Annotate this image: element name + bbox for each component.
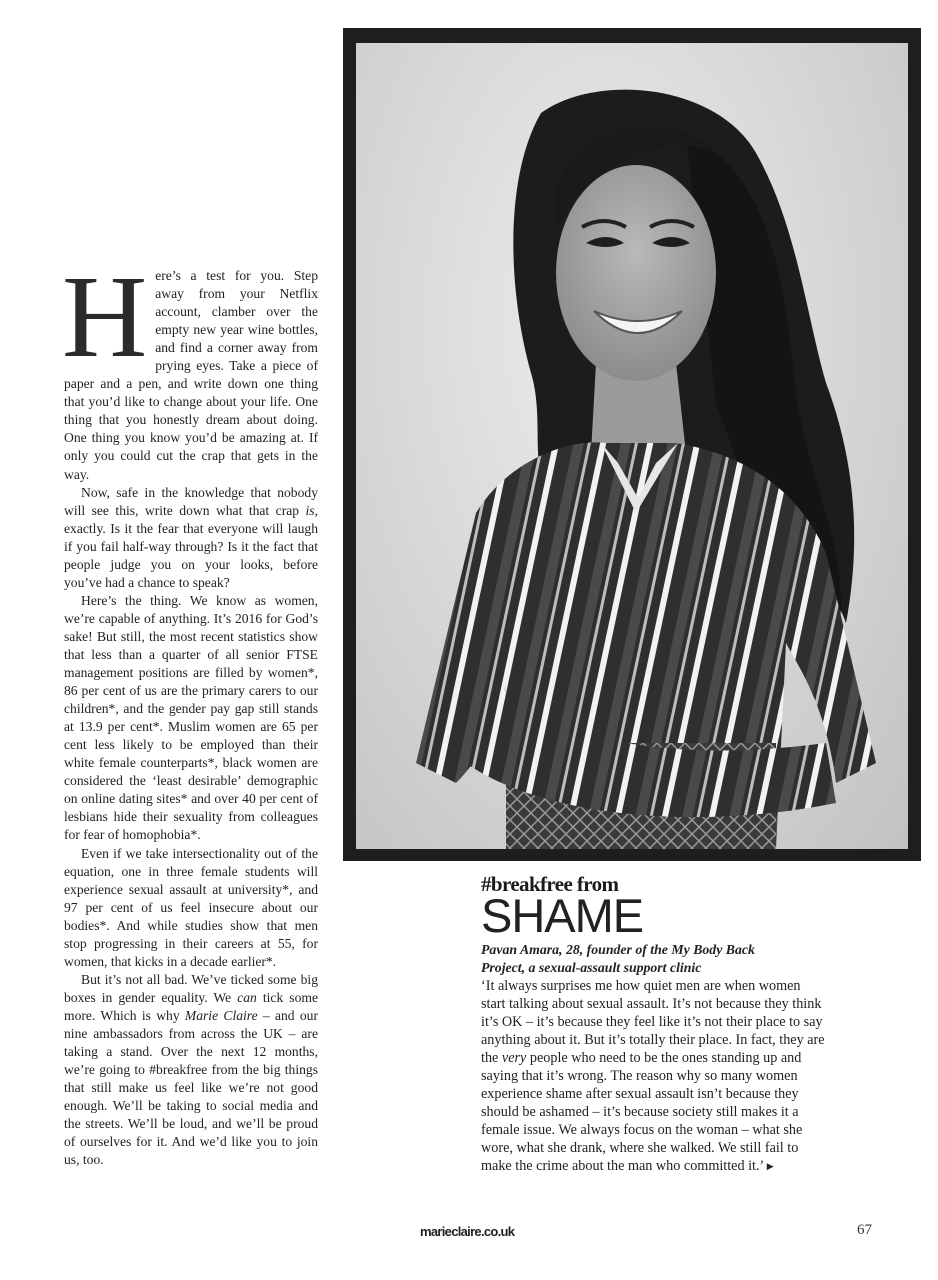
article-paragraph-2 <box>64 484 318 592</box>
article-paragraph-5-text-c: – and our nine ambassadors from across the UK – are taking a stand. Over the next 12 months, we’re going to #breakfree from the big things that still make us feel like we’re not good enough. We’ll be taking to social media and the streets. We’ll be loud, and we’ll be proud of ourselves for it. And we’d like you to join us, too. <box>64 1007 318 1168</box>
article-paragraph-1 <box>62 251 318 484</box>
sidebar-byline-line-2: Project, a sexual-assault support clinic <box>481 959 702 975</box>
article-paragraph-3: Here’s the thing. We know as women, we’re capable of anything. It’s 2016 for God’s sake! But still, the most recent statistics show that less than a quarter of all senior FTSE management positions are filled by women*, 86 per cent of us are the primary carers to our children*, and the gender pay gap still stands at 13.9 per cent*. Muslim women are 65 per cent less likely to be employed than their white female counterparts*, black women are considered the ‘least desirable’ demographic on online dating sites* and over 40 per cent of lesbians hide their sexuality from colleagues for fear of homophobia*. <box>64 592 318 843</box>
site-url: marieclaire.co.uk <box>420 1224 515 1239</box>
article-paragraph-5 <box>64 971 318 1170</box>
sidebar-kicker: #breakfree from <box>481 872 619 896</box>
page-number: 67 <box>857 1222 872 1238</box>
article-paragraph-2-text-a: Now, safe in the knowledge that nobody will see this, write down what that crap <box>64 484 318 518</box>
portrait-illustration <box>356 43 908 849</box>
article-paragraph-2-emphasis: is <box>305 502 315 518</box>
sidebar-quote-text-b: people who need to be the ones standing up and saying that it’s wrong. The reason why so many women experience shame after sexual assault isn’t because they should be ashamed – it’s because society still makes it a female issue. We always focus on the woman – what she wore, what she drank, where she walked. We still fail to make the crime about the man who committed it.’ <box>481 1050 803 1174</box>
article-body <box>62 251 318 1169</box>
article-paragraph-5-text-b: tick some more. Which is why <box>64 989 318 1023</box>
portrait-frame <box>343 28 921 861</box>
portrait-photo <box>356 43 908 849</box>
article-paragraph-5-emphasis-2: Marie Claire <box>184 1007 258 1023</box>
sidebar-title: SHAME <box>481 889 644 942</box>
drop-cap: H <box>62 251 148 382</box>
sidebar-byline <box>481 941 826 976</box>
face-shape <box>556 165 716 381</box>
article-paragraph-5-text-a: But it’s not all bad. We’ve ticked some big boxes in gender equality. We <box>64 971 318 1005</box>
sidebar-quote-emphasis: very <box>501 1050 527 1066</box>
article-paragraph-4: Even if we take intersectionality out of the equation, one in three female students will experience sexual assault at university*, and 97 per cent of us feel insecure about our bodies*. And while studies show that men stop progressing in their careers at 55, for women, that kicks in a decade earlier*. <box>64 845 318 969</box>
right-triangle-icon: ▶ <box>766 1162 774 1172</box>
article-paragraph-5-emphasis-1: can <box>237 989 257 1005</box>
sidebar-story <box>481 872 826 1176</box>
article-paragraph-1-text: ere’s a test for you. Step away from your Netflix account, clamber over the empty new year wine bottles, and find a corner away from prying eyes. Take a piece of paper and a pen, and write down one thing that you’d like to change about your life. One thing that you honestly dream about doing. One thing you know you’d be amazing at. If only you could cut the crap that gets in the way. <box>64 268 318 482</box>
sidebar-byline-line-1: Pavan Amara, 28, founder of the My Body Back <box>481 942 755 957</box>
sidebar-quote-text-a: ‘It always surprises me how quiet men are when women start talking about sexual assault. It’s not because they think it’s OK – it’s because they feel like it’s not their place to say anything about it. But it’s totally their place. In fact, they are the <box>481 978 825 1066</box>
sidebar-quote <box>481 977 826 1176</box>
article-paragraph-2-text-b: , exactly. Is it the fear that everyone will laugh if you fail half-way through? Is it the fact that people judge you on your looks, before you’ve had a chance to speak? <box>64 502 318 590</box>
